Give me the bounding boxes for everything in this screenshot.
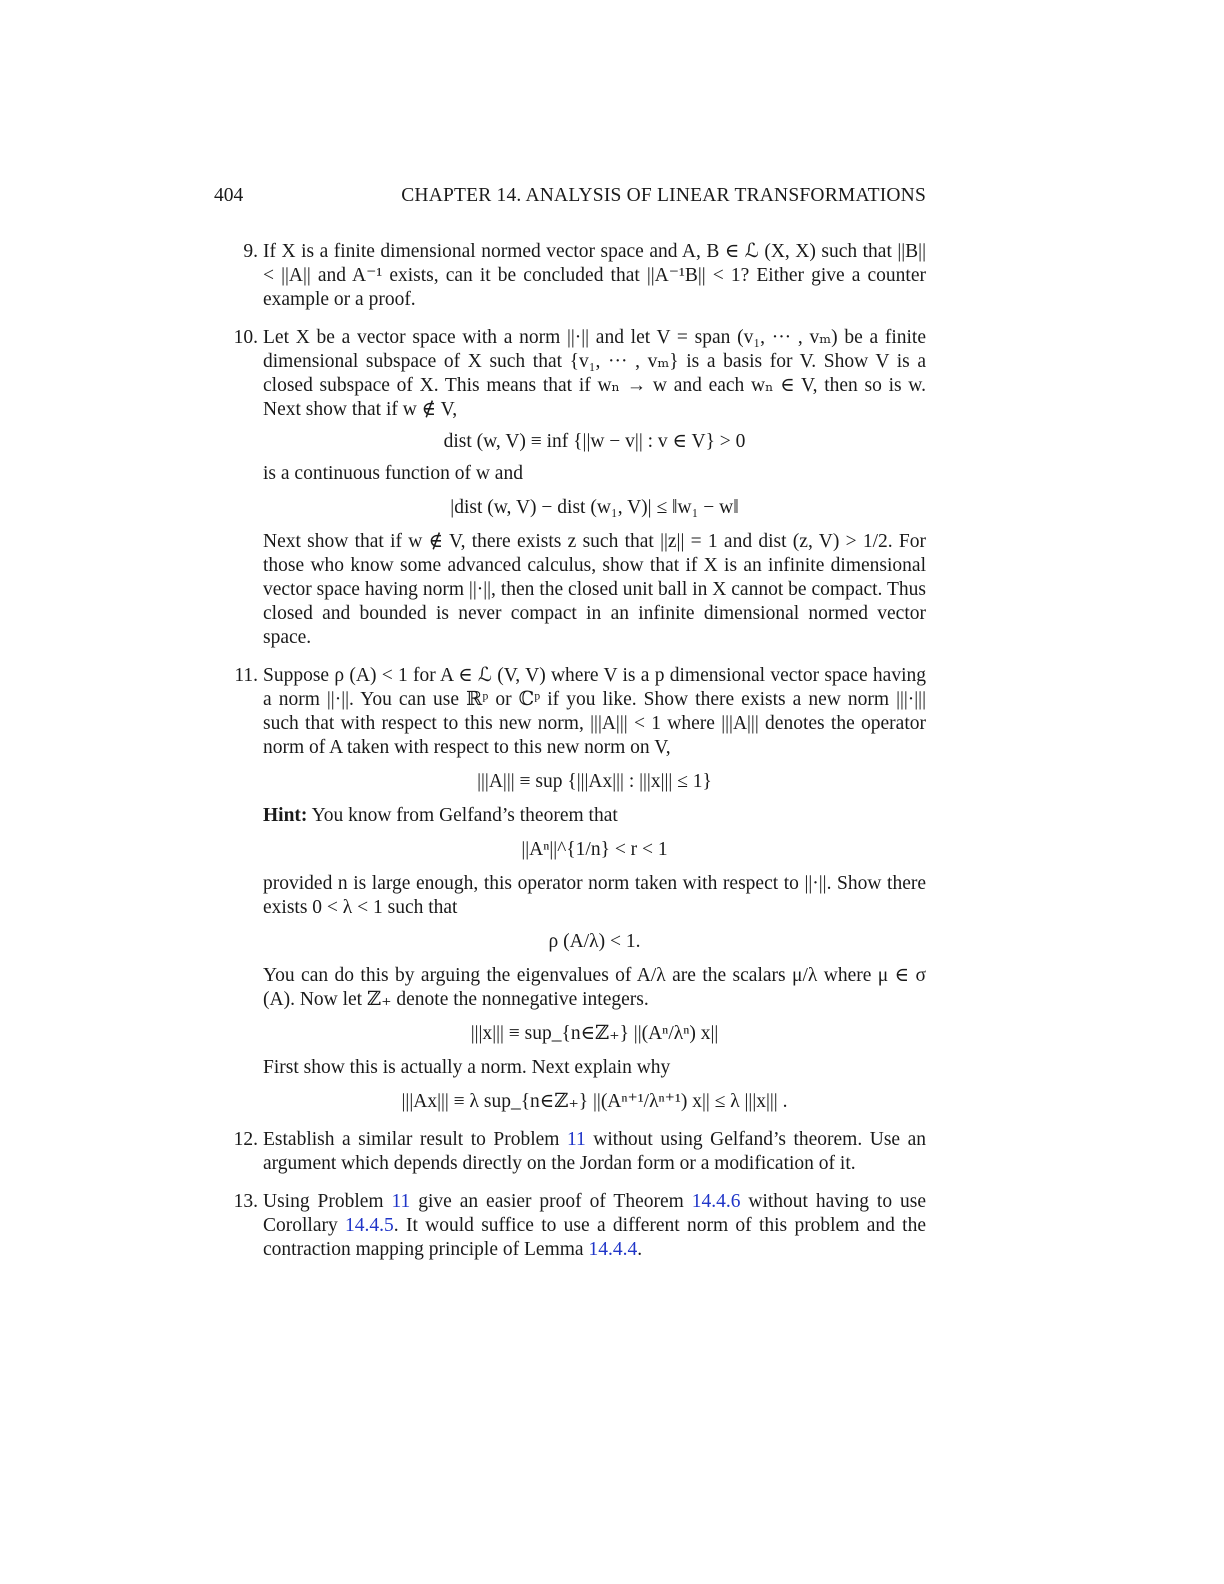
theorem-link[interactable]: 14.4.6 xyxy=(691,1191,741,1212)
exercise-text: Using Problem 11 give an easier proof of Theorem 14.4.6 without having to use Corollary 14.4.5. It would suffice to use a different norm of this problem and the contraction mapping principle of Lemma 14.4.4. xyxy=(263,1191,926,1260)
exercise-number: 13. xyxy=(233,1191,258,1212)
exercise-11 xyxy=(228,664,926,1114)
exercise-paragraph: Let X be a vector space with a norm ||·|| and let V = span (v₁, ··· , vₘ) be a finite dimensional subspace of X such that {v₁, ··· , vₘ} is a basis for V. Show V is a closed subspace of X. This means that if wₙ → w and each wₙ ∈ V, then so is w. Next show that if w ∉ V, xyxy=(263,327,926,420)
hint-text: You know from Gelfand’s theorem that xyxy=(311,805,618,826)
exercise-10 xyxy=(228,326,926,650)
equation-spectral-radius: ρ (A/λ) < 1. xyxy=(548,931,641,952)
exercise-number: 10. xyxy=(233,327,258,348)
hint-label: Hint: xyxy=(263,805,308,826)
problem-link[interactable]: 11 xyxy=(391,1191,411,1212)
exercise-list xyxy=(228,240,926,1276)
exercise-13 xyxy=(228,1190,926,1262)
running-title: CHAPTER 14. ANALYSIS OF LINEAR TRANSFORMATIONS xyxy=(401,185,926,206)
equation-continuity: |dist (w, V) − dist (w₁, V)| ≤ ‖w₁ − w‖ xyxy=(450,497,739,518)
exercise-paragraph: provided n is large enough, this operator norm taken with respect to ||·||. Show there exists 0 < λ < 1 such that xyxy=(263,873,926,918)
exercise-text: If X is a finite dimensional normed vector space and A, B ∈ ℒ (X, X) such that ||B|| < ||A|| and A⁻¹ exists, can it be concluded that ||A⁻¹B|| < 1? Either give a counter example or a proof. xyxy=(263,241,926,310)
equation-dist: dist (w, V) ≡ inf {||w − v|| : v ∈ V} > 0 xyxy=(443,431,746,452)
equation-gelfand: ||Aⁿ||^{1/n} < r < 1 xyxy=(521,839,668,860)
exercise-9 xyxy=(228,240,926,312)
page-header xyxy=(214,184,926,208)
exercise-number: 11. xyxy=(234,665,258,686)
exercise-number: 12. xyxy=(233,1129,258,1150)
exercise-paragraph: is a continuous function of w and xyxy=(263,463,523,484)
lemma-link[interactable]: 14.4.4 xyxy=(588,1239,638,1260)
exercise-paragraph: First show this is actually a norm. Next explain why xyxy=(263,1057,671,1078)
equation-new-norm: |||x||| ≡ sup_{n∈ℤ₊} ||(Aⁿ/λⁿ) x|| xyxy=(470,1023,719,1044)
exercise-paragraph: Next show that if w ∉ V, there exists z such that ||z|| = 1 and dist (z, V) > 1/2. For those who know some advanced calculus, show that if X is an infinite dimensional vector space having norm ||·||, then the closed unit ball in X cannot be compact. Thus closed and bounded is never compact in an infinite dimensional normed vector space. xyxy=(263,531,926,648)
problem-link[interactable]: 11 xyxy=(566,1129,586,1150)
exercise-paragraph: Suppose ρ (A) < 1 for A ∈ ℒ (V, V) where V is a p dimensional vector space having a norm ||·||. You can use ℝᵖ or ℂᵖ if you like. Show there exists a new norm |||·||| such that with respect to this new norm, |||A||| < 1 where |||A||| denotes the operator norm of A taken with respect to this new norm on V, xyxy=(263,665,926,758)
exercise-text: Establish a similar result to Problem 11 without using Gelfand’s theorem. Use an argument which depends directly on the Jordan form or a modification of it. xyxy=(263,1129,926,1174)
equation-operator-norm: |||A||| ≡ sup {|||Ax||| : |||x||| ≤ 1} xyxy=(477,771,712,792)
page-number: 404 xyxy=(214,185,244,206)
hint-paragraph xyxy=(263,804,926,828)
exercise-number: 9. xyxy=(243,241,258,262)
corollary-link[interactable]: 14.4.5 xyxy=(345,1215,394,1236)
exercise-paragraph: You can do this by arguing the eigenvalues of A/λ are the scalars μ/λ where μ ∈ σ (A). Now let ℤ₊ denote the nonnegative integers. xyxy=(263,965,926,1010)
equation-norm-bound: |||Ax||| ≡ λ sup_{n∈ℤ₊} ||(Aⁿ⁺¹/λⁿ⁺¹) x|| ≤ λ |||x||| . xyxy=(401,1091,788,1112)
exercise-12 xyxy=(228,1128,926,1176)
